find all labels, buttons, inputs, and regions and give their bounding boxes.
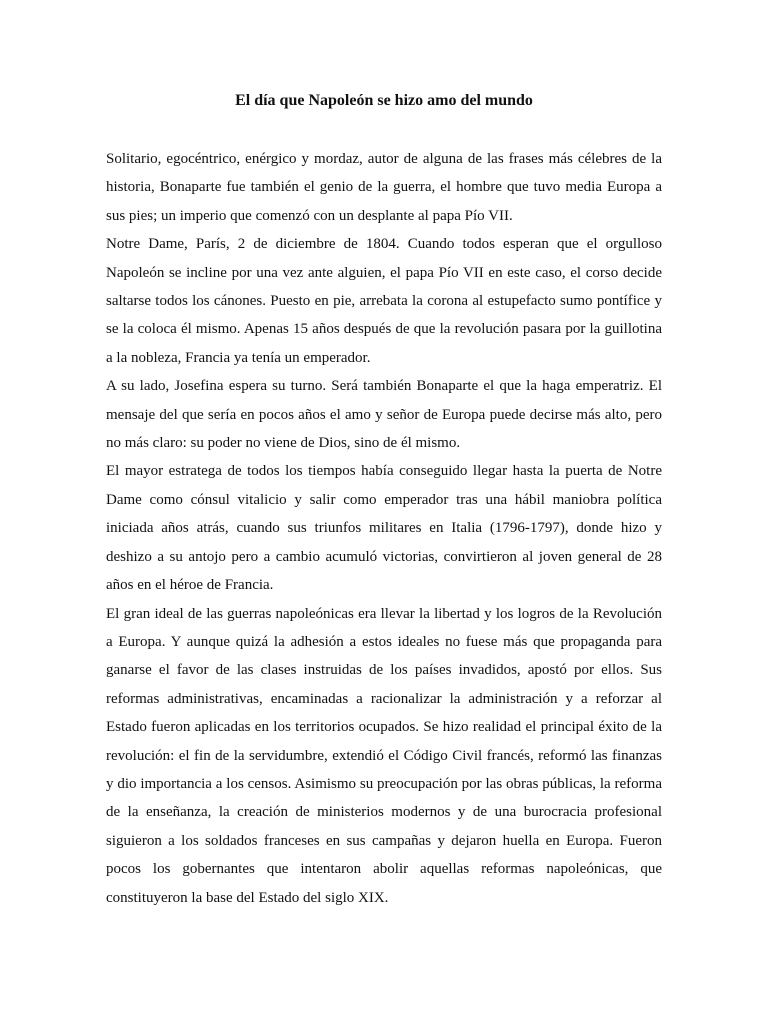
document-title: El día que Napoleón se hizo amo del mundo <box>235 92 533 109</box>
document-body <box>106 145 662 912</box>
paragraph: El mayor estratega de todos los tiempos había conseguido llegar hasta la puerta de Notre Dame como cónsul vitalicio y salir como emperador tras una hábil maniobra política iniciada años atrás, cuando sus triunfos militares en Italia (1796-1797), donde hizo y deshizo a su antojo pero a cambio acumuló victorias, convirtieron al joven general de 28 años en el héroe de Francia. <box>106 463 662 594</box>
paragraph: El gran ideal de las guerras napoleónicas era llevar la libertad y los logros de la Revolución a Europa. Y aunque quizá la adhesión a estos ideales no fuese más que propaganda para ganarse el favor de las clases instruidas de los países invadidos, apostó por ellos. Sus reformas administrativas, encaminadas a racionalizar la administración y a reforzar al Estado fueron aplicadas en los territorios ocupados. Se hizo realidad el principal éxito de la revolución: el fin de la servidumbre, extendió el Código Civil francés, reformó las finanzas y dio importancia a los censos. Asimismo su preocupación por las obras públicas, la reforma de la enseñanza, la creación de ministerios modernos y de una burocracia profesional siguieron a los soldados franceses en sus campañas y dejaron huella en Europa. Fueron pocos los gobernantes que intentaron abolir aquellas reformas napoleónicas, que constituyeron la base del Estado del siglo XIX. <box>106 605 662 906</box>
paragraph: A su lado, Josefina espera su turno. Será también Bonaparte el que la haga emperatriz. El mensaje del que sería en pocos años el amo y señor de Europa puede decirse más alto, pero no más claro: su poder no viene de Dios, sino de él mismo. <box>106 378 662 452</box>
paragraph: Notre Dame, París, 2 de diciembre de 1804. Cuando todos esperan que el orgulloso Napoleón se incline por una vez ante alguien, el papa Pío VII en este caso, el corso decide saltarse todos los cánones. Puesto en pie, arrebata la corona al estupefacto sumo pontífice y se la coloca él mismo. Apenas 15 años después de que la revolución pasara por la guillotina a la nobleza, Francia ya tenía un emperador. <box>106 236 662 366</box>
paragraph: Solitario, egocéntrico, enérgico y mordaz, autor de alguna de las frases más célebres de la historia, Bonaparte fue también el genio de la guerra, el hombre que tuvo media Europa a sus pies; un imperio que comenzó con un desplante al papa Pío VII. <box>106 151 662 224</box>
